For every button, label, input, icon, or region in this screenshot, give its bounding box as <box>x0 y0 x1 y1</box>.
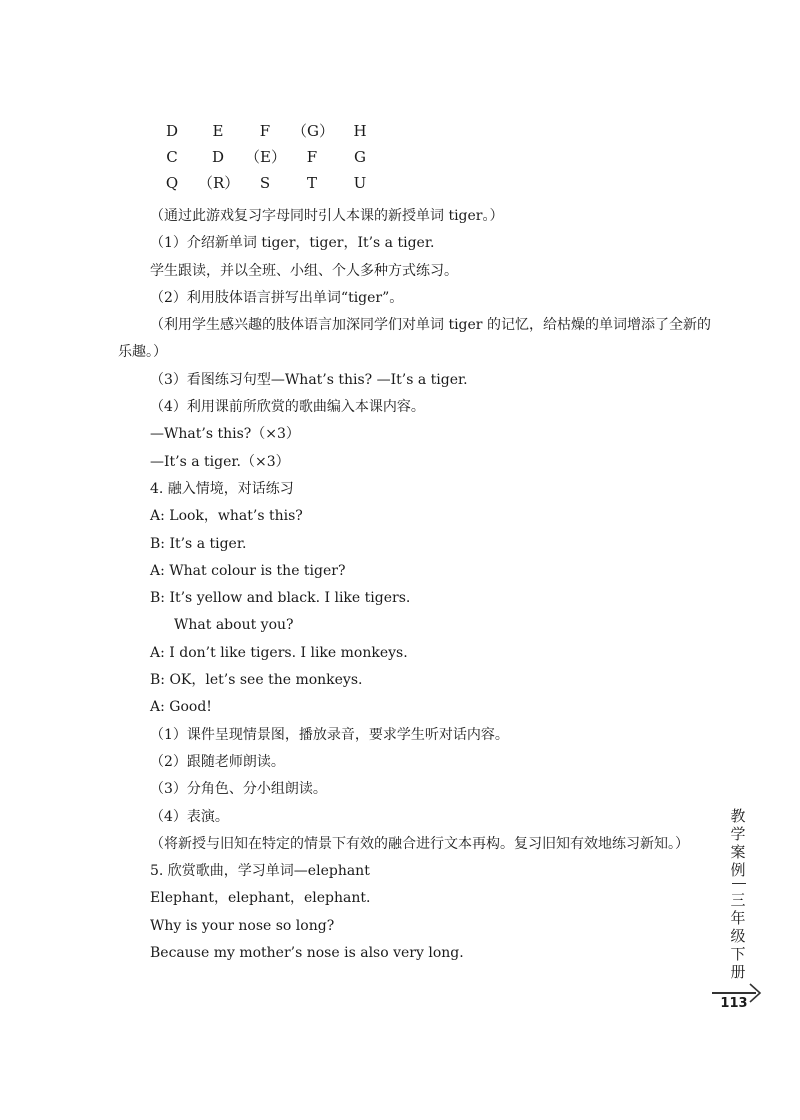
letter-cell: D <box>165 122 179 140</box>
paragraph: （利用学生感兴趣的肢体语言加深同学们对单词 tiger 的记忆，给枯燥的单词增添了全新的乐趣。） <box>118 317 711 361</box>
letter-cell: H <box>353 122 367 140</box>
text-line: 学生跟读，并以全班、小组、个人多种方式练习。 <box>150 262 458 279</box>
letter-cell: Q <box>165 174 179 192</box>
text-line: —It’s a tiger.（×3） <box>150 453 290 470</box>
letter-cell: G <box>354 148 366 166</box>
lyric-line: Because my mother’s nose is also very long. <box>150 945 464 962</box>
page-number: 113 <box>720 996 748 1011</box>
dialogue-line: A: Look，what’s this? <box>150 508 303 525</box>
letter-cell: C <box>166 148 178 166</box>
paragraph: （将新授与旧知在特定的情景下有效的融合进行文本再构。复习旧知有效地练习新知。） <box>150 835 689 852</box>
text-line: （4）利用课前所欣赏的歌曲编入本课内容。 <box>150 399 425 416</box>
side-divider <box>732 883 746 884</box>
letter-cell: F <box>259 122 271 140</box>
letter-cell: （R） <box>198 174 240 192</box>
letter-cell: U <box>353 174 367 192</box>
text-line: （3）看图练习句型—What’s this? —It’s a tiger. <box>150 371 468 388</box>
text-line: （2）跟随老师朗读。 <box>150 753 285 770</box>
letter-cell: F <box>306 148 318 166</box>
letter-cell: D <box>211 148 225 166</box>
dialogue-line: B: It’s a tiger. <box>150 535 247 552</box>
letter-cell: E <box>212 122 224 140</box>
lyric-line: Why is your nose so long? <box>150 917 335 934</box>
letter-cell: （G） <box>292 122 334 140</box>
dialogue-line: B: OK，let’s see the monkeys. <box>150 672 363 689</box>
text-line: （1）介绍新单词 tiger，tiger，It’s a tiger. <box>150 235 435 252</box>
dialogue-line: B: It’s yellow and black. I like tigers. <box>150 590 411 607</box>
side-tab-label-bottom: 三 年 级 下 册 <box>730 891 746 981</box>
dialogue-line: A: I don’t like tigers. I like monkeys. <box>150 644 408 661</box>
text-line: （2）利用肢体语言拼写出单词“tiger”。 <box>150 289 404 306</box>
text-line: （4）表演。 <box>150 808 229 825</box>
letter-cell: （E） <box>245 148 286 166</box>
letter-cell: S <box>259 174 271 192</box>
text-line: （通过此游戏复习字母同时引人本课的新授单词 tiger。） <box>150 208 504 224</box>
text-line: （1）课件呈现情景图，播放录音，要求学生听对话内容。 <box>150 726 509 743</box>
body-text <box>118 203 718 967</box>
side-tab-label-top: 教 学 案 例 <box>730 807 746 879</box>
lyric-line: Elephant，elephant，elephant. <box>150 890 371 907</box>
dialogue-line: A: Good! <box>150 699 212 716</box>
dialogue-line: A: What colour is the tiger? <box>150 562 346 579</box>
letter-cell: T <box>306 174 317 192</box>
section-heading: 5. 欣赏歌曲，学习单词—elephant <box>150 863 370 880</box>
text-line: —What’s this?（×3） <box>150 426 300 443</box>
page-number-area <box>704 986 768 1020</box>
section-heading: 4. 融入情境，对话练习 <box>150 480 294 497</box>
dialogue-line: What about you? <box>174 617 294 634</box>
text-line: （3）分角色、分小组朗读。 <box>150 781 327 798</box>
